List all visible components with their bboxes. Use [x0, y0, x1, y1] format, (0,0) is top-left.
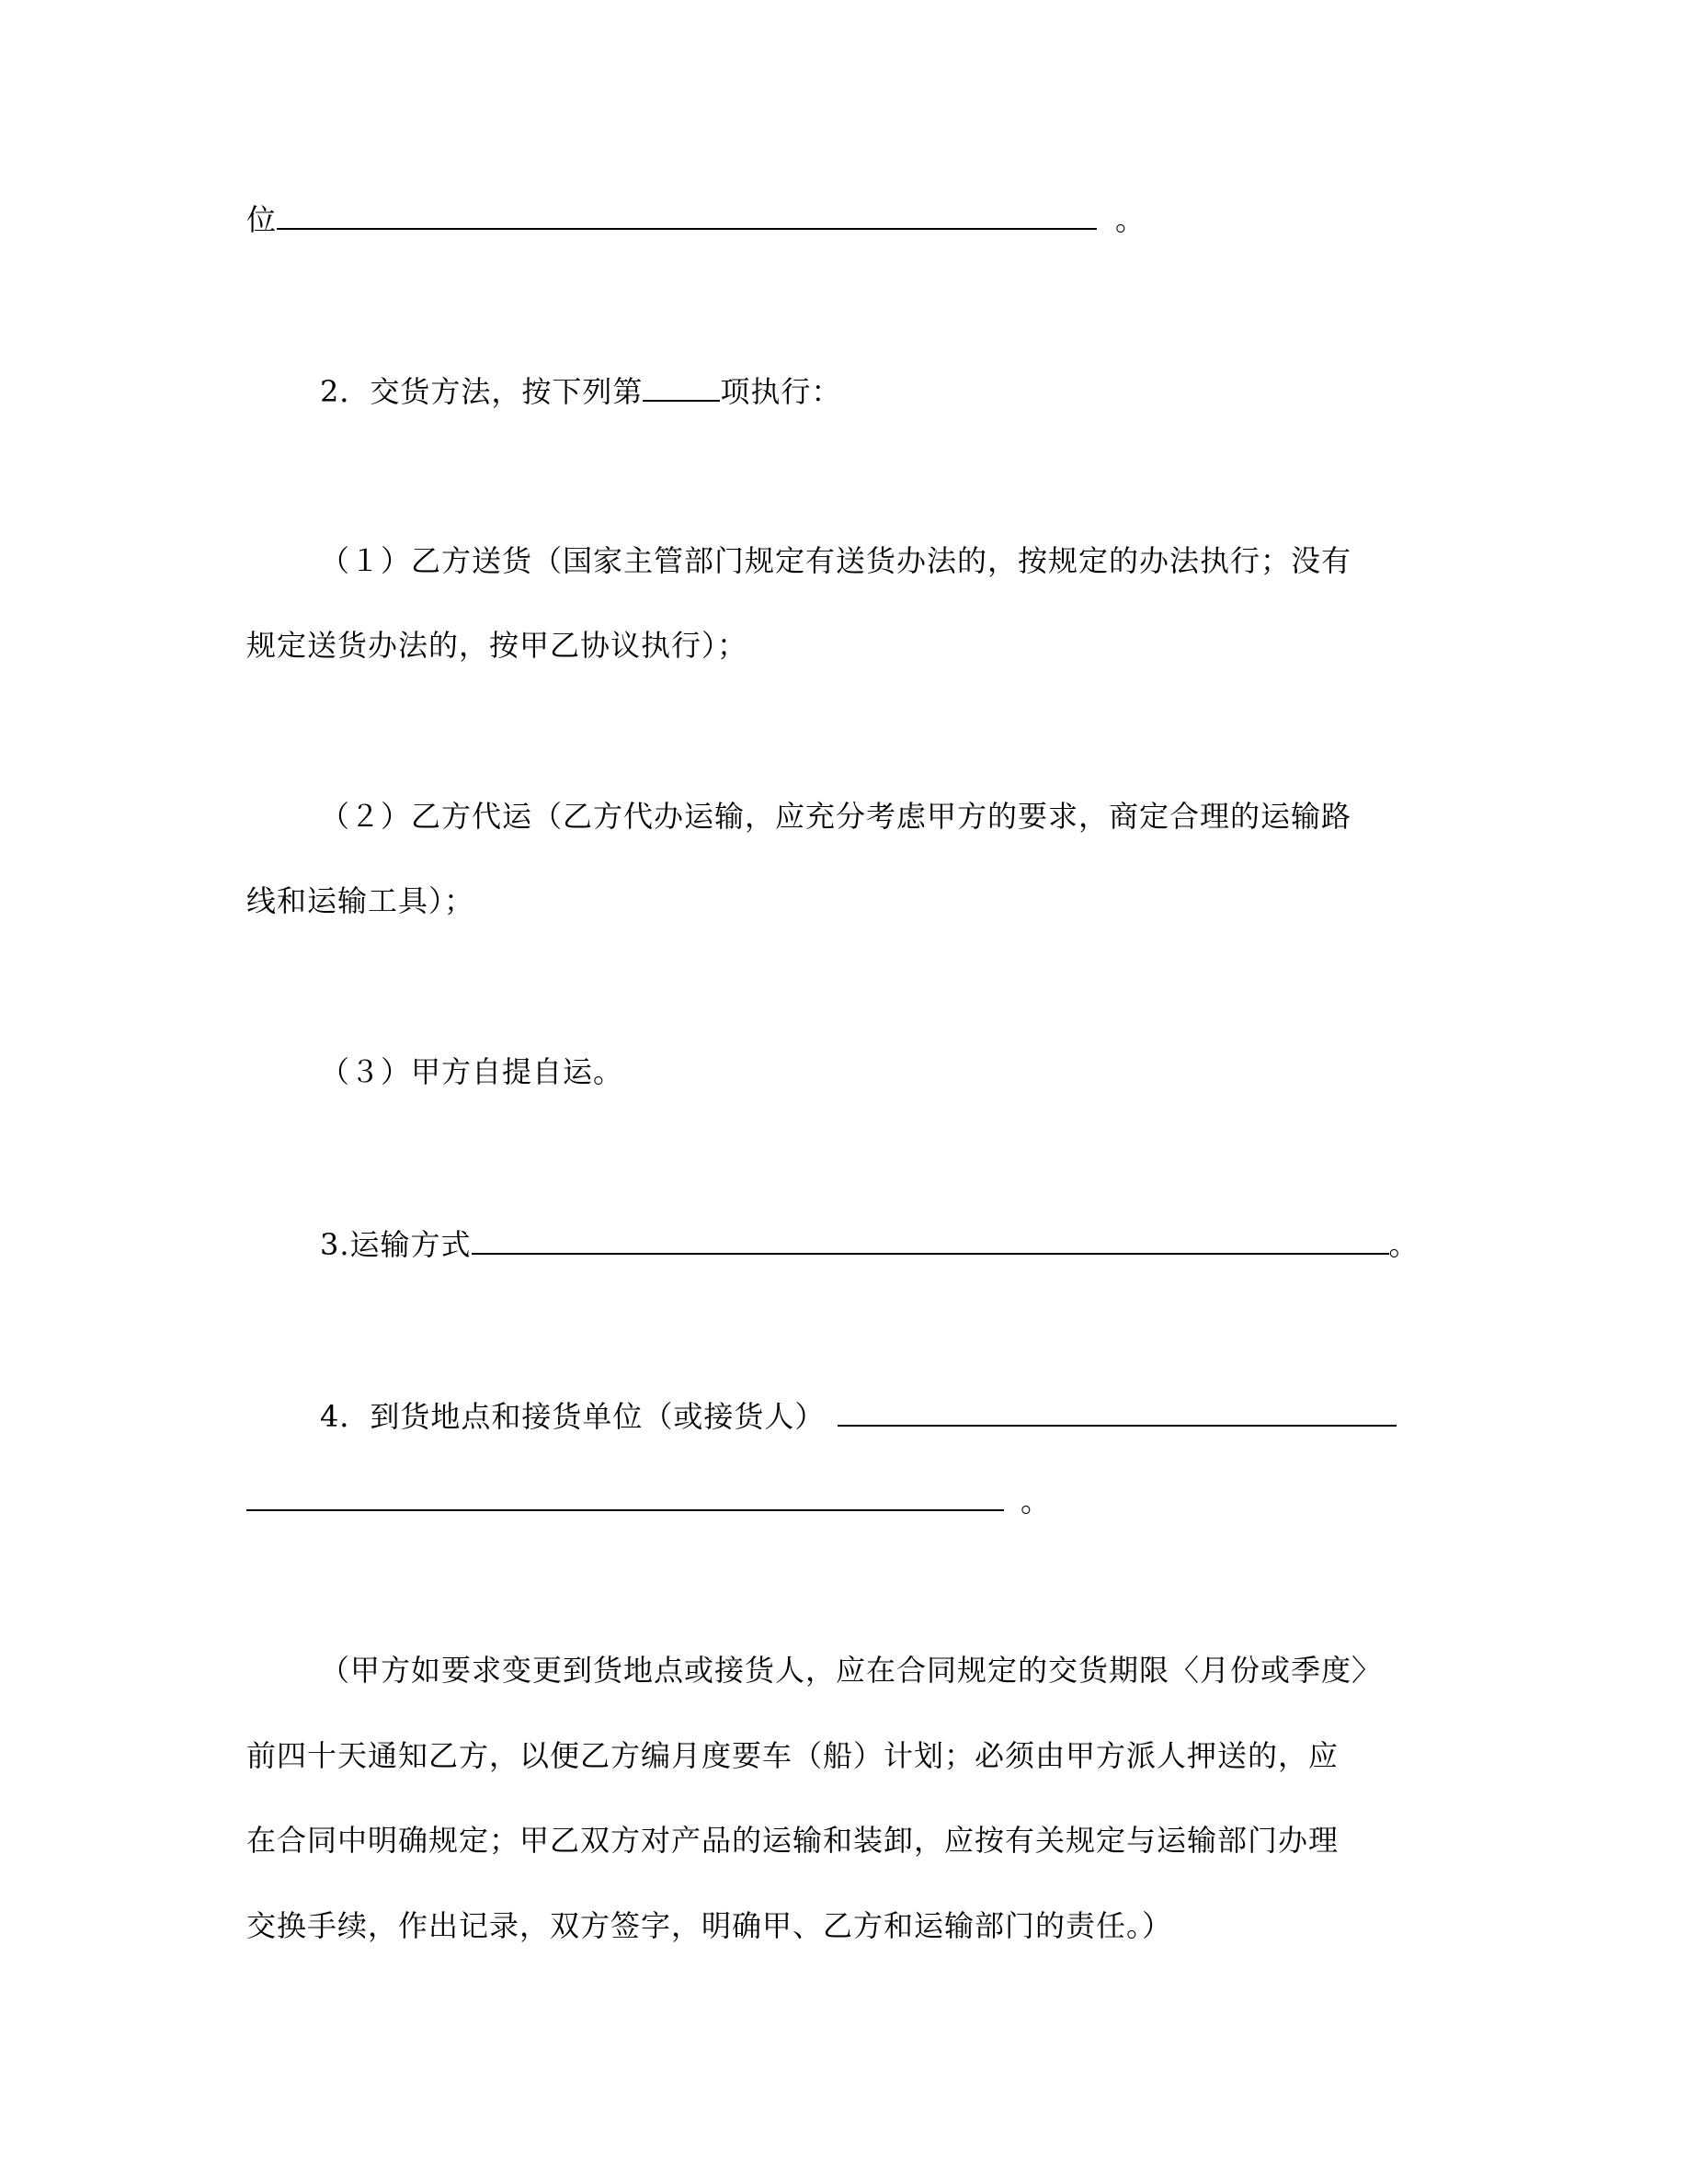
item-3-end: 。 — [1388, 1227, 1420, 1262]
item-4-continuation — [246, 1482, 1051, 1519]
address-line-text: 位 — [246, 202, 278, 237]
address-line-end: 。 — [1115, 202, 1146, 237]
option-2-text-1: （２）乙方代运（乙方代办运输，应充分考虑甲方的要求，商定合理的运输路 — [320, 799, 1352, 834]
option-2-text-2: 线和运输工具）； — [246, 883, 475, 918]
item-3-transport-mode — [320, 1225, 1420, 1263]
item-2-prefix: 2．交货方法，按下列第 — [320, 374, 644, 409]
item-3-blank[interactable] — [472, 1225, 1389, 1255]
item-4-prefix: 4．到货地点和接货单位（或接货人） — [320, 1399, 826, 1434]
option-1-line-2 — [246, 627, 747, 664]
note-line-1 — [320, 1652, 1382, 1689]
note-line-3 — [246, 1822, 1339, 1859]
item-4-blank-1[interactable] — [838, 1397, 1397, 1427]
option-2-line-1 — [320, 798, 1352, 835]
item-2-suffix: 项执行： — [720, 374, 842, 409]
note-text-3: 在合同中明确规定；甲乙双方对产品的运输和装卸，应按有关规定与运输部门办理 — [246, 1823, 1340, 1858]
address-blank[interactable] — [277, 200, 1097, 230]
note-line-4 — [246, 1907, 1172, 1944]
option-2-line-2 — [246, 882, 474, 919]
item-4-destination — [320, 1397, 1397, 1435]
item-2-delivery-method — [320, 372, 841, 410]
option-1-text-1: （１）乙方送货（国家主管部门规定有送货办法的，按规定的办法执行；没有 — [320, 543, 1352, 578]
address-line-continuation — [246, 200, 1146, 238]
item-3-prefix: 3.运输方式 — [320, 1227, 472, 1262]
note-text-2: 前四十天通知乙方，以便乙方编月度要车（船）计划；必须由甲方派人押送的，应 — [246, 1738, 1340, 1773]
note-text-1: （甲方如要求变更到货地点或接货人，应在合同规定的交货期限〈月份或季度〉 — [320, 1653, 1383, 1688]
item-4-blank-2[interactable] — [246, 1482, 1004, 1511]
option-3-line-1 — [320, 1053, 623, 1090]
option-1-text-2: 规定送货办法的，按甲乙协议执行）； — [246, 628, 748, 663]
item-4-end: 。 — [1021, 1484, 1052, 1519]
item-2-blank[interactable] — [643, 372, 720, 402]
note-line-2 — [246, 1737, 1339, 1774]
option-1-line-1 — [320, 542, 1352, 579]
note-text-4: 交换手续，作出记录，双方签字，明确甲、乙方和运输部门的责任。） — [246, 1908, 1173, 1943]
option-3-text-1: （３）甲方自提自运。 — [320, 1054, 624, 1089]
